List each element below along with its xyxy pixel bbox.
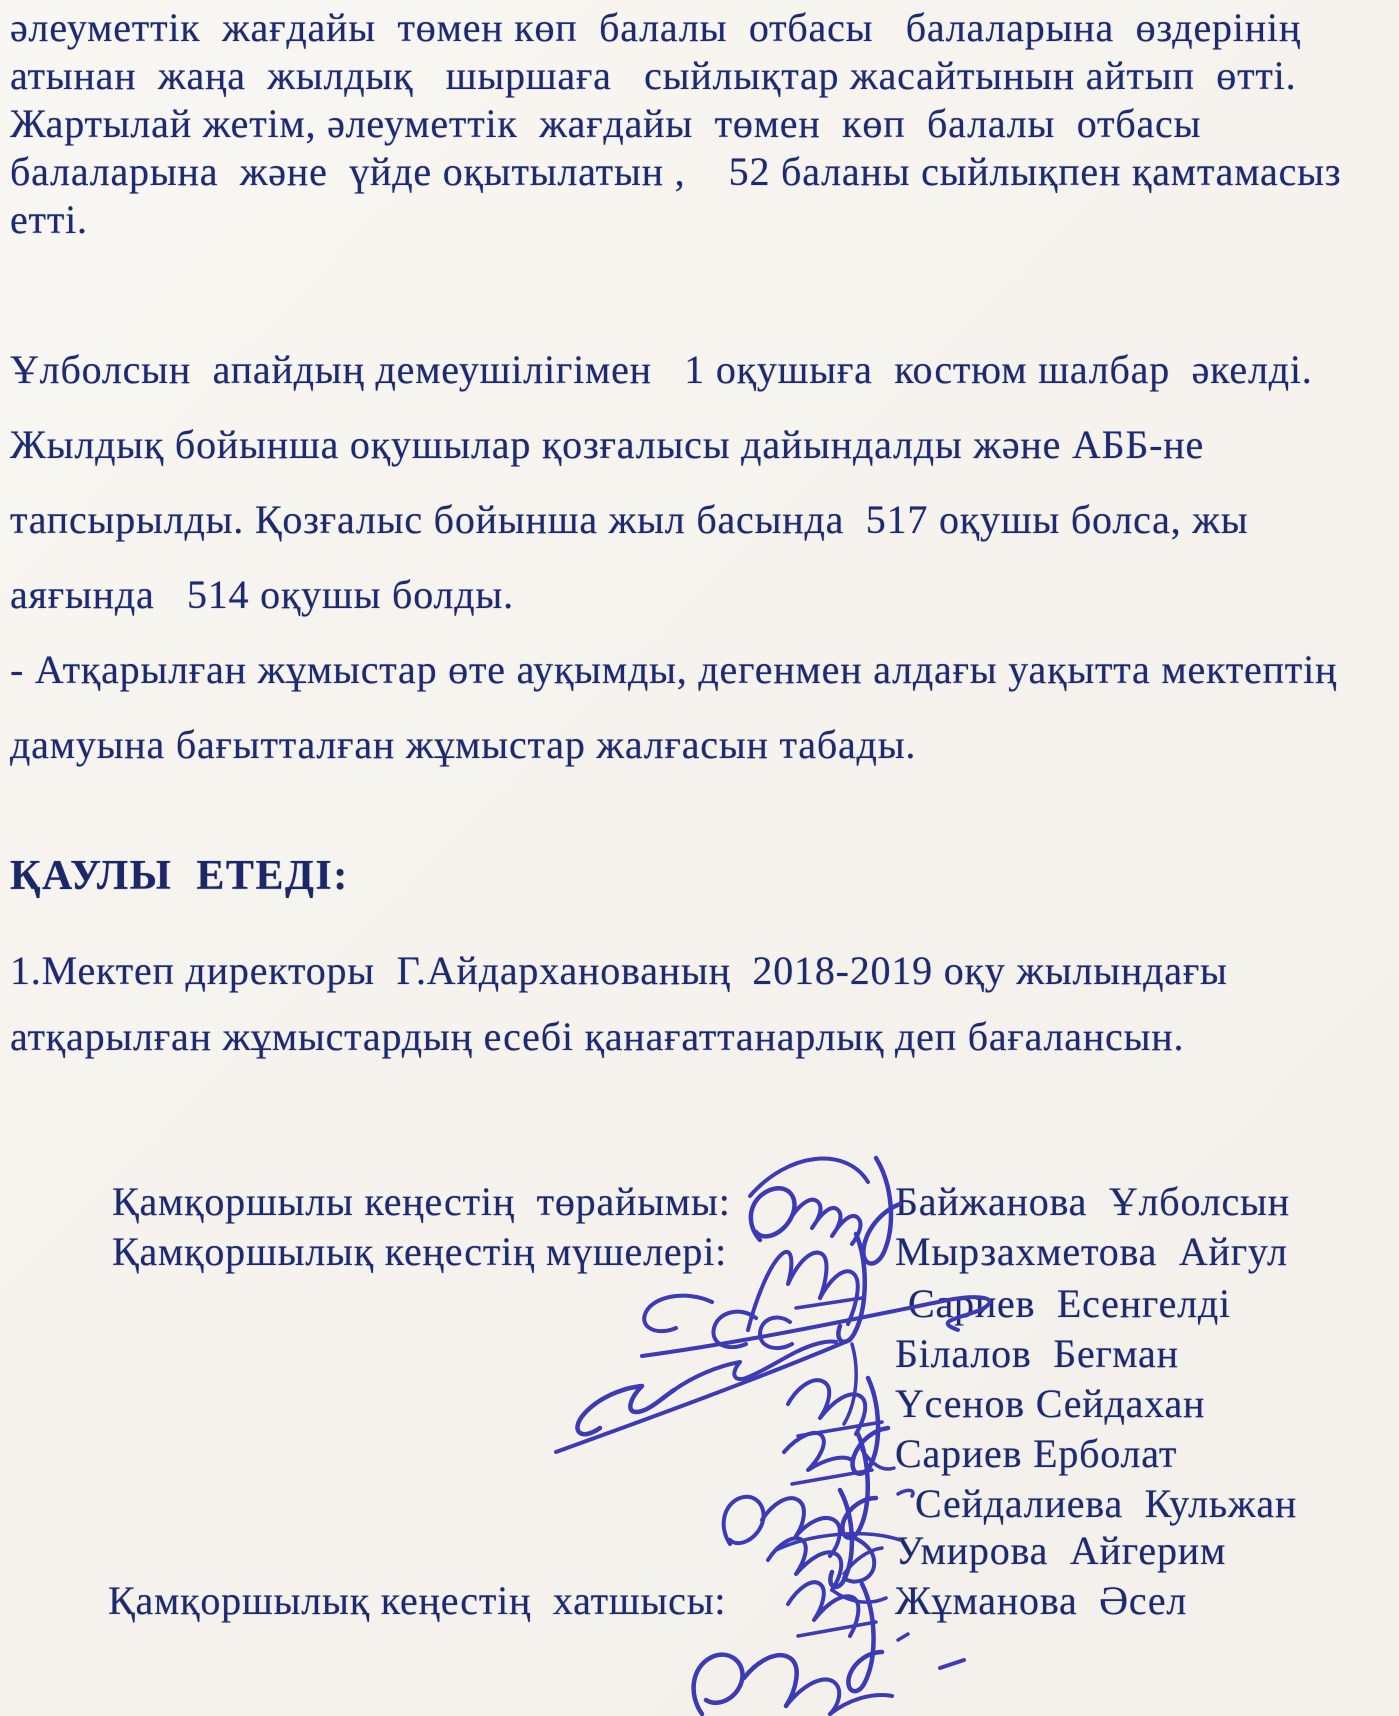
resolution-heading: ҚАУЛЫ ЕТЕДІ: [10, 853, 349, 899]
signature-row [0, 1430, 1399, 1480]
signer-name: Байжанова Ұлболсын [895, 1179, 1290, 1224]
document-line: Жартылай жетім, әлеуметтік жағдайы төмен көп балалы отбасы [10, 101, 1202, 146]
document-line: атқарылған жұмыстардың есебі қанағаттанарлық деп бағалансын. [10, 1014, 1185, 1059]
document-line: Жылдық бойынша оқушылар қозғалысы дайындалды және АББ-не [10, 422, 1205, 467]
signature-row [0, 1577, 1399, 1627]
signature-role-label: Қамқоршылық кеңестің мүшелері: [112, 1229, 728, 1274]
signer-name: Мырзахметова Айгул [895, 1229, 1288, 1274]
signature-role-label: Қамқоршылы кеңестің төрайымы: [112, 1179, 731, 1224]
signature-row [0, 1527, 1399, 1577]
signer-name: Жұманова Әсел [895, 1578, 1188, 1623]
document-line: тапсырылды. Қозғалыс бойынша жыл басында 517 оқушы болса, жы [10, 497, 1249, 542]
document-line: әлеуметтік жағдайы төмен көп балалы отбасы балаларына өздерінің [10, 5, 1302, 50]
signature-row [0, 1480, 1399, 1530]
signer-name: Сариев Есенгелді [908, 1281, 1231, 1326]
signature-row [0, 1228, 1399, 1278]
signer-name: Сариев Ерболат [895, 1431, 1178, 1476]
signer-name: Үсенов Сейдахан [895, 1381, 1206, 1426]
signature-row [0, 1330, 1399, 1380]
document-line: аяғында 514 оқушы болды. [10, 572, 514, 617]
signature-row [0, 1280, 1399, 1330]
document-line: етті. [10, 197, 88, 242]
document-line: атынан жаңа жылдық шыршаға сыйлықтар жасайтынын айтып өтті. [10, 53, 1297, 98]
signer-name: Білалов Бегман [895, 1331, 1179, 1376]
signature-row [0, 1380, 1399, 1430]
signature-row [0, 1178, 1399, 1228]
signer-name: Умирова Айгерим [895, 1528, 1227, 1573]
document-line: 1.Мектеп директоры Г.Айдарханованың 2018-2019 оқу жылындағы [10, 948, 1228, 993]
document-line: балаларына және үйде оқытылатын , 52 баланы сыйлықпен қамтамасыз [10, 149, 1342, 194]
document-line: - Атқарылған жұмыстар өте ауқымды, дегенмен алдағы уақытта мектептің [10, 647, 1338, 692]
document-line: Ұлболсын апайдың демеушілігімен 1 оқушыға костюм шалбар әкелді. [10, 347, 1313, 392]
document-line: дамуына бағытталған жұмыстар жалғасын табады. [10, 722, 917, 767]
signature-role-label: Қамқоршылық кеңестің хатшысы: [108, 1578, 727, 1623]
signer-name: Сейдалиева Кульжан [915, 1481, 1298, 1526]
